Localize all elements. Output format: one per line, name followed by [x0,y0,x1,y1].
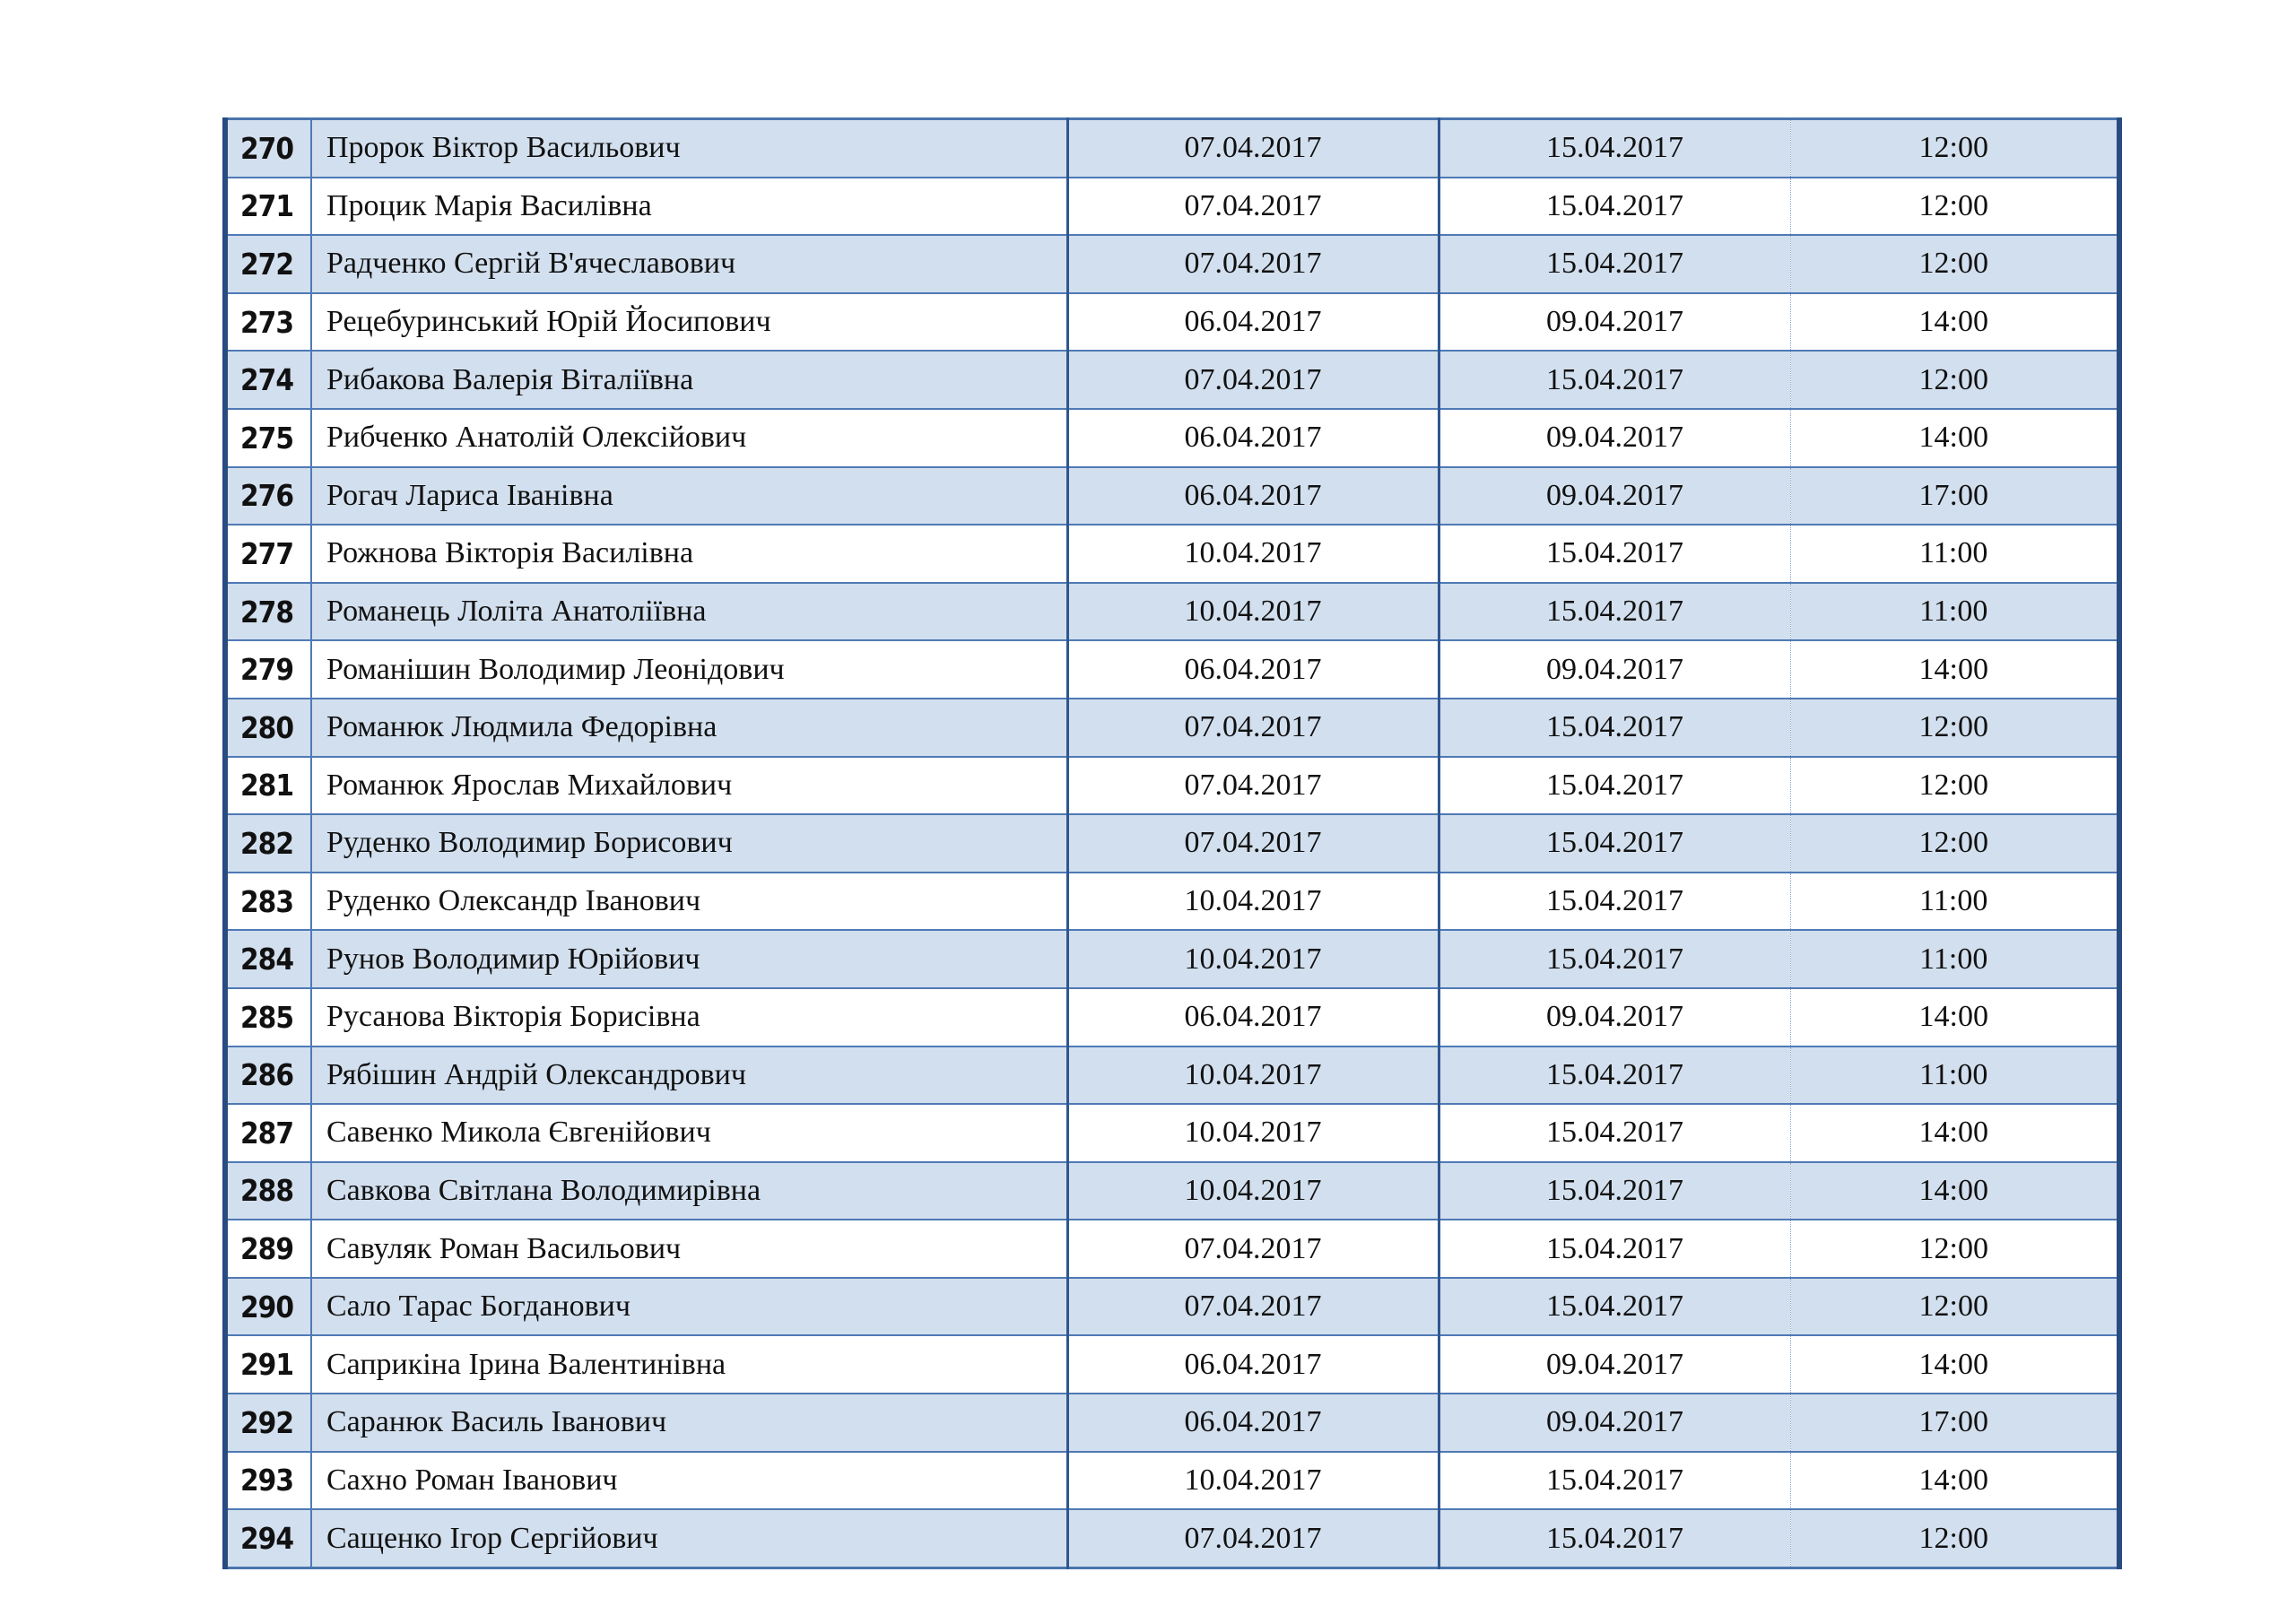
second-date: 15.04.2017 [1439,873,1790,931]
person-name: Сахно Роман Іванович [311,1452,1067,1510]
second-date: 15.04.2017 [1439,930,1790,988]
first-date: 10.04.2017 [1067,583,1439,641]
time-cell: 12:00 [1790,1509,2119,1568]
table-row [225,293,2119,352]
person-name: Романюк Ярослав Михайлович [311,757,1067,815]
table-row [225,1452,2119,1510]
row-number: 271 [225,178,311,236]
person-name: Саранюк Василь Іванович [311,1394,1067,1452]
first-date: 06.04.2017 [1067,293,1439,352]
row-number: 279 [225,640,311,699]
person-name: Рибченко Анатолій Олексійович [311,409,1067,467]
time-cell: 11:00 [1790,930,2119,988]
second-date: 15.04.2017 [1439,525,1790,583]
row-number: 293 [225,1452,311,1510]
first-date: 10.04.2017 [1067,1046,1439,1105]
first-date: 06.04.2017 [1067,988,1439,1046]
row-number: 282 [225,814,311,873]
second-date: 09.04.2017 [1439,467,1790,525]
second-date: 15.04.2017 [1439,1278,1790,1336]
time-cell: 12:00 [1790,351,2119,409]
row-number: 283 [225,873,311,931]
table-row [225,930,2119,988]
row-number: 276 [225,467,311,525]
time-cell: 11:00 [1790,873,2119,931]
person-name: Романець Лоліта Анатоліївна [311,583,1067,641]
row-number: 286 [225,1046,311,1105]
second-date: 09.04.2017 [1439,293,1790,352]
row-number: 277 [225,525,311,583]
first-date: 10.04.2017 [1067,525,1439,583]
table-row [225,1509,2119,1568]
person-name: Руденко Володимир Борисович [311,814,1067,873]
first-date: 06.04.2017 [1067,1394,1439,1452]
person-name: Руденко Олександр Іванович [311,873,1067,931]
time-cell: 12:00 [1790,235,2119,293]
schedule-table [222,117,2122,1569]
row-number: 278 [225,583,311,641]
first-date: 07.04.2017 [1067,814,1439,873]
second-date: 15.04.2017 [1439,1452,1790,1510]
second-date: 15.04.2017 [1439,1509,1790,1568]
second-date: 15.04.2017 [1439,583,1790,641]
person-name: Рецебуринський Юрій Йосипович [311,293,1067,352]
time-cell: 12:00 [1790,699,2119,757]
time-cell: 14:00 [1790,293,2119,352]
row-number: 280 [225,699,311,757]
person-name: Савкова Світлана Володимирівна [311,1162,1067,1220]
time-cell: 14:00 [1790,1162,2119,1220]
second-date: 09.04.2017 [1439,1335,1790,1394]
person-name: Рогач Лариса Іванівна [311,467,1067,525]
first-date: 06.04.2017 [1067,640,1439,699]
first-date: 07.04.2017 [1067,235,1439,293]
table-row [225,1394,2119,1452]
person-name: Рябішин Андрій Олександрович [311,1046,1067,1105]
time-cell: 12:00 [1790,1220,2119,1278]
table-row [225,1278,2119,1336]
first-date: 06.04.2017 [1067,1335,1439,1394]
row-number: 284 [225,930,311,988]
second-date: 15.04.2017 [1439,757,1790,815]
first-date: 06.04.2017 [1067,467,1439,525]
table-row [225,699,2119,757]
person-name: Савуляк Роман Васильович [311,1220,1067,1278]
first-date: 10.04.2017 [1067,873,1439,931]
second-date: 09.04.2017 [1439,988,1790,1046]
row-number: 274 [225,351,311,409]
first-date: 07.04.2017 [1067,119,1439,178]
row-number: 294 [225,1509,311,1568]
first-date: 06.04.2017 [1067,409,1439,467]
person-name: Романюк Людмила Федорівна [311,699,1067,757]
time-cell: 11:00 [1790,583,2119,641]
row-number: 292 [225,1394,311,1452]
row-number: 290 [225,1278,311,1336]
time-cell: 17:00 [1790,467,2119,525]
first-date: 07.04.2017 [1067,1278,1439,1336]
second-date: 15.04.2017 [1439,1220,1790,1278]
first-date: 07.04.2017 [1067,351,1439,409]
first-date: 10.04.2017 [1067,1104,1439,1162]
person-name: Сащенко Ігор Сергійович [311,1509,1067,1568]
second-date: 15.04.2017 [1439,1046,1790,1105]
row-number: 272 [225,235,311,293]
first-date: 07.04.2017 [1067,699,1439,757]
table-row [225,178,2119,236]
table-row [225,1046,2119,1105]
person-name: Рунов Володимир Юрійович [311,930,1067,988]
table-row [225,409,2119,467]
time-cell: 12:00 [1790,814,2119,873]
table-row [225,757,2119,815]
time-cell: 14:00 [1790,409,2119,467]
first-date: 07.04.2017 [1067,1509,1439,1568]
table-row [225,1335,2119,1394]
first-date: 10.04.2017 [1067,1452,1439,1510]
person-name: Рибакова Валерія Віталіївна [311,351,1067,409]
row-number: 275 [225,409,311,467]
table-row [225,583,2119,641]
time-cell: 14:00 [1790,988,2119,1046]
person-name: Русанова Вікторія Борисівна [311,988,1067,1046]
table-row [225,351,2119,409]
table-row [225,467,2119,525]
first-date: 07.04.2017 [1067,757,1439,815]
person-name: Сало Тарас Богданович [311,1278,1067,1336]
time-cell: 14:00 [1790,640,2119,699]
time-cell: 14:00 [1790,1335,2119,1394]
row-number: 287 [225,1104,311,1162]
time-cell: 12:00 [1790,178,2119,236]
row-number: 289 [225,1220,311,1278]
time-cell: 11:00 [1790,525,2119,583]
table-row [225,814,2119,873]
first-date: 07.04.2017 [1067,1220,1439,1278]
schedule-table-body [225,119,2119,1568]
first-date: 10.04.2017 [1067,1162,1439,1220]
person-name: Процик Марія Василівна [311,178,1067,236]
second-date: 15.04.2017 [1439,1162,1790,1220]
table-row [225,1104,2119,1162]
time-cell: 11:00 [1790,1046,2119,1105]
second-date: 15.04.2017 [1439,814,1790,873]
person-name: Пророк Віктор Васильович [311,119,1067,178]
table-row [225,640,2119,699]
first-date: 10.04.2017 [1067,930,1439,988]
time-cell: 14:00 [1790,1452,2119,1510]
person-name: Радченко Сергій В'ячеславович [311,235,1067,293]
first-date: 07.04.2017 [1067,178,1439,236]
row-number: 273 [225,293,311,352]
second-date: 15.04.2017 [1439,235,1790,293]
second-date: 09.04.2017 [1439,409,1790,467]
second-date: 15.04.2017 [1439,178,1790,236]
row-number: 291 [225,1335,311,1394]
table-row [225,525,2119,583]
table-row [225,1162,2119,1220]
person-name: Рожнова Вікторія Василівна [311,525,1067,583]
second-date: 09.04.2017 [1439,640,1790,699]
person-name: Романішин Володимир Леонідович [311,640,1067,699]
time-cell: 14:00 [1790,1104,2119,1162]
time-cell: 12:00 [1790,1278,2119,1336]
time-cell: 12:00 [1790,119,2119,178]
person-name: Савенко Микола Євгенійович [311,1104,1067,1162]
second-date: 15.04.2017 [1439,119,1790,178]
second-date: 15.04.2017 [1439,699,1790,757]
second-date: 15.04.2017 [1439,351,1790,409]
row-number: 270 [225,119,311,178]
table-row [225,873,2119,931]
second-date: 09.04.2017 [1439,1394,1790,1452]
table-row [225,1220,2119,1278]
row-number: 281 [225,757,311,815]
row-number: 285 [225,988,311,1046]
person-name: Саприкіна Ірина Валентинівна [311,1335,1067,1394]
table-row [225,235,2119,293]
time-cell: 12:00 [1790,757,2119,815]
table-row [225,988,2119,1046]
row-number: 288 [225,1162,311,1220]
second-date: 15.04.2017 [1439,1104,1790,1162]
time-cell: 17:00 [1790,1394,2119,1452]
table-row [225,119,2119,178]
